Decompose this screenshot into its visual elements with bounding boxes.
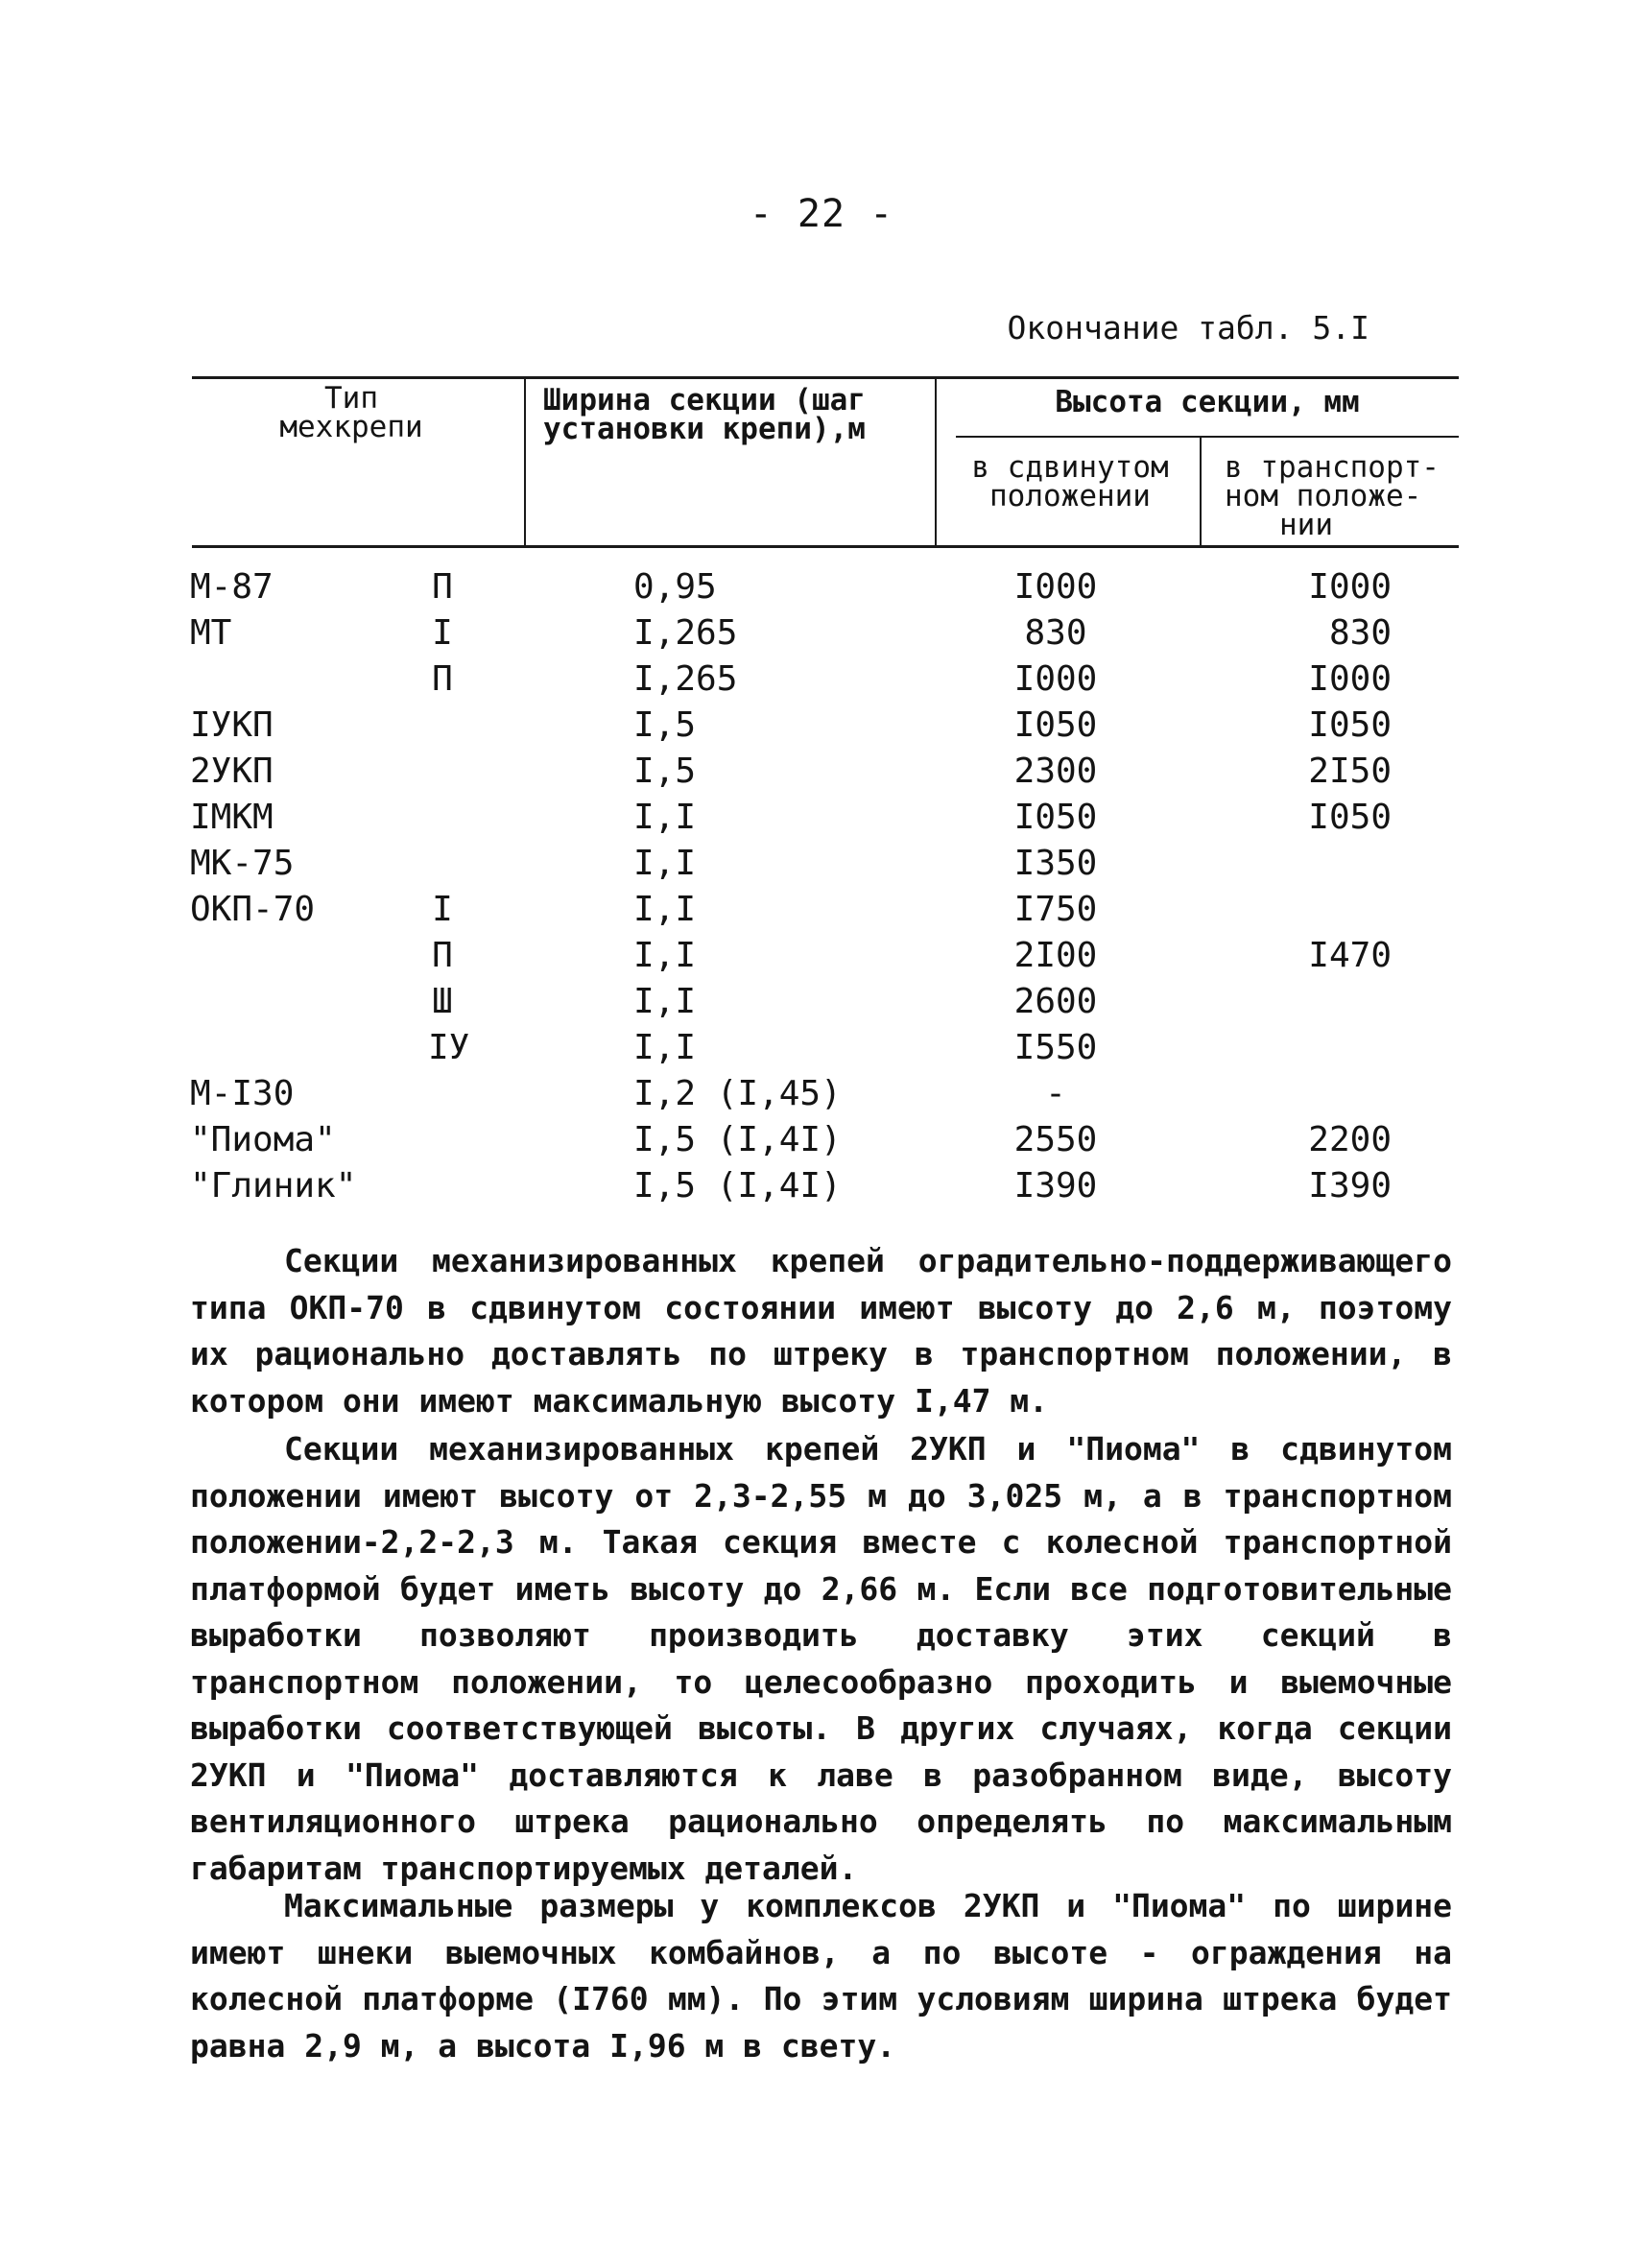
- cell-type: 2УКП: [190, 752, 274, 791]
- table-row: [0, 1025, 1643, 1071]
- cell-height-shifted: I350: [1013, 844, 1098, 883]
- table-row: [0, 1117, 1643, 1163]
- cell-width: I,2 (I,45): [633, 1074, 842, 1113]
- header-height-transport-line3: нии: [1279, 508, 1333, 542]
- cell-width: I,I: [633, 1028, 697, 1067]
- cell-height-shifted: 2600: [1013, 982, 1098, 1021]
- cell-type: МТ: [190, 613, 232, 653]
- table-row: [0, 703, 1643, 749]
- cell-width: I,265: [633, 613, 738, 653]
- header-type-line1: Тип: [324, 381, 378, 416]
- header-height-group: Высота секции, мм: [1055, 385, 1360, 419]
- cell-type: "Пиома": [190, 1120, 336, 1159]
- cell-height-shifted: I000: [1013, 567, 1098, 607]
- cell-type: ОКП-70: [190, 890, 316, 929]
- cell-width: 0,95: [633, 567, 717, 607]
- col-divider-type: [524, 378, 526, 545]
- table-row: [0, 1071, 1643, 1117]
- cell-height-transport: I000: [1308, 659, 1392, 699]
- cell-width: I,I: [633, 844, 697, 883]
- cell-height-shifted: 2550: [1013, 1120, 1098, 1159]
- cell-type: IМКМ: [190, 798, 274, 837]
- cell-height-shifted: I050: [1013, 705, 1098, 745]
- cell-height-shifted: I000: [1013, 659, 1098, 699]
- header-width-line1: Ширина секции (шаг: [543, 383, 866, 418]
- table-row: [0, 933, 1643, 979]
- table-row: [0, 979, 1643, 1025]
- cell-variant: IУ: [428, 1028, 470, 1067]
- header-height-transport: [1225, 450, 1455, 542]
- header-type: [226, 381, 476, 444]
- header-height-shifted-line2: положении: [989, 479, 1151, 513]
- table-row: [0, 564, 1643, 610]
- cell-height-shifted: 2I00: [1013, 936, 1098, 975]
- cell-height-shifted: I550: [1013, 1028, 1098, 1067]
- header-height-shifted-line1: в сдвинутом: [971, 450, 1169, 485]
- cell-type: М-I30: [190, 1074, 295, 1113]
- cell-height-shifted: 2300: [1013, 752, 1098, 791]
- col-divider-width: [935, 378, 937, 545]
- table-row: [0, 657, 1643, 703]
- cell-height-shifted: -: [1045, 1074, 1066, 1113]
- header-height-transport-line1: в транспорт-: [1225, 450, 1440, 485]
- cell-width: I,5 (I,4I): [633, 1166, 842, 1206]
- cell-width: I,5: [633, 752, 697, 791]
- table-row: [0, 841, 1643, 887]
- body-paragraph-3: Максимальные размеры у комплексов 2УКП и "Пиома" по ширине имеют шнеки выемочных комбайнов, а по высоте - ограждения на колесной платформе (I760 мм). По этим условиям ширина штрека будет равна 2,9 м, а высота I,96 м в свету.: [190, 1887, 1452, 2065]
- table-row: [0, 749, 1643, 795]
- cell-width: I,I: [633, 936, 697, 975]
- height-group-rule: [956, 436, 1459, 438]
- cell-height-transport: I050: [1308, 798, 1392, 837]
- table-row: [0, 610, 1643, 657]
- table-caption: Окончание табл. 5.I: [1007, 309, 1369, 346]
- cell-variant: Ш: [432, 982, 453, 1021]
- table-header-bottom-rule: [192, 545, 1459, 548]
- cell-width: I,I: [633, 982, 697, 1021]
- cell-width: I,5: [633, 705, 697, 745]
- cell-height-transport: I050: [1308, 705, 1392, 745]
- cell-height-transport: I390: [1308, 1166, 1392, 1206]
- cell-type: "Глиник": [190, 1166, 357, 1206]
- cell-variant: П: [432, 936, 453, 975]
- cell-type: М-87: [190, 567, 274, 607]
- cell-variant: П: [432, 659, 453, 699]
- header-width: [543, 383, 927, 446]
- cell-type: МК-75: [190, 844, 295, 883]
- cell-height-shifted: I750: [1013, 890, 1098, 929]
- header-type-line2: мехкрепи: [279, 410, 423, 444]
- cell-width: I,I: [633, 890, 697, 929]
- table-row: [0, 795, 1643, 841]
- cell-height-shifted: I050: [1013, 798, 1098, 837]
- table-row: [0, 1163, 1643, 1209]
- col-divider-height: [1200, 438, 1202, 545]
- cell-variant: П: [432, 567, 453, 607]
- cell-variant: I: [432, 613, 453, 653]
- cell-width: I,265: [633, 659, 738, 699]
- body-paragraph-2: Секции механизированных крепей 2УКП и "Пиома" в сдвинутом положении имеют высоту от 2,3-2,55 м до 3,025 м, а в транспортном положении-2,2-2,3 м. Такая секция вместе с колесной транспортной платформой будет иметь высоту до 2,66 м. Если все подготовительные выработки позволяют производить доставку этих секций в транспортном положении, то целесообразно проходить и выемочные выработки соответствующей высоты. В других случаях, когда секции 2УКП и "Пиома" доставляются к лаве в разобранном виде, высоту вентиляционного штрека рационально определять по максимальным габаритам транспортируемых деталей.: [190, 1430, 1452, 1887]
- cell-height-transport: 830: [1328, 613, 1392, 653]
- table-row: [0, 887, 1643, 933]
- cell-height-transport: I000: [1308, 567, 1392, 607]
- page-number: - 22 -: [749, 192, 894, 236]
- header-height-transport-line2: ном положе-: [1225, 479, 1422, 513]
- cell-type: IУКП: [190, 705, 274, 745]
- cell-height-shifted: I390: [1013, 1166, 1098, 1206]
- cell-height-transport: 2I50: [1308, 752, 1392, 791]
- cell-height-shifted: 830: [1024, 613, 1087, 653]
- cell-width: I,5 (I,4I): [633, 1120, 842, 1159]
- cell-height-transport: 2200: [1308, 1120, 1392, 1159]
- header-width-line2: установки крепи),м: [543, 412, 866, 446]
- table-top-rule: [192, 376, 1459, 379]
- cell-height-transport: I470: [1308, 936, 1392, 975]
- body-paragraph-1: Секции механизированных крепей оградительно-поддерживающего типа ОКП-70 в сдвинутом состоянии имеют высоту до 2,6 м, поэтому их рационально доставлять по штреку в транспортном положении, в котором они имеют максимальную высоту I,47 м.: [190, 1242, 1452, 1420]
- header-height-shifted: [950, 450, 1190, 513]
- cell-variant: I: [432, 890, 453, 929]
- cell-width: I,I: [633, 798, 697, 837]
